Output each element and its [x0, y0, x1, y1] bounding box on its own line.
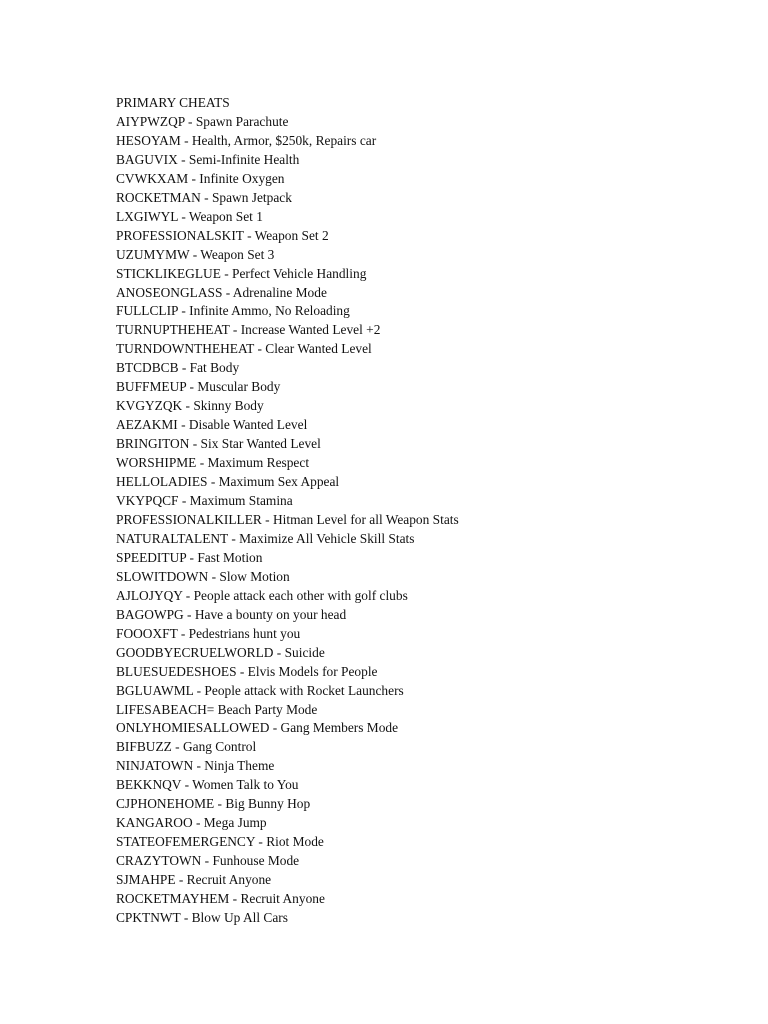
cheat-line: SLOWITDOWN - Slow Motion	[116, 568, 290, 584]
cheat-line: NINJATOWN - Ninja Theme	[116, 758, 275, 774]
cheat-line: FULLCLIP - Infinite Ammo, No Reloading	[116, 303, 350, 319]
cheat-line: BAGUVIX - Semi-Infinite Health	[116, 151, 300, 167]
cheat-line: KVGYZQK - Skinny Body	[116, 398, 264, 414]
cheat-line: SJMAHPE - Recruit Anyone	[116, 872, 272, 888]
cheat-line: BLUESUEDESHOES - Elvis Models for People	[116, 663, 378, 679]
cheat-line: CJPHONEHOME - Big Bunny Hop	[116, 796, 311, 812]
cheat-line: BUFFMEUP - Muscular Body	[116, 379, 281, 395]
cheat-line: VKYPQCF - Maximum Stamina	[116, 493, 293, 509]
cheat-line: GOODBYECRUELWORLD - Suicide	[116, 644, 325, 660]
cheat-line: BTCDBCB - Fat Body	[116, 360, 240, 376]
cheat-line: ANOSEONGLASS - Adrenaline Mode	[116, 284, 327, 300]
cheat-line: NATURALTALENT - Maximize All Vehicle Skill Stats	[116, 530, 415, 546]
cheat-line: KANGAROO - Mega Jump	[116, 815, 267, 831]
cheat-line: LXGIWYL - Weapon Set 1	[116, 208, 263, 224]
cheat-line: AEZAKMI - Disable Wanted Level	[116, 417, 308, 433]
cheat-line: BRINGITON - Six Star Wanted Level	[116, 436, 321, 452]
cheat-line: ONLYHOMIESALLOWED - Gang Members Mode	[116, 720, 399, 736]
cheat-line: UZUMYMW - Weapon Set 3	[116, 246, 275, 262]
cheat-line: AJLOJYQY - People attack each other with golf clubs	[116, 587, 408, 603]
cheat-line: TURNUPTHEHEAT - Increase Wanted Level +2	[116, 322, 381, 338]
cheat-line: PROFESSIONALSKIT - Weapon Set 2	[116, 227, 329, 243]
cheat-line: BEKKNQV - Women Talk to You	[116, 777, 299, 793]
cheat-line: HELLOLADIES - Maximum Sex Appeal	[116, 474, 340, 490]
cheat-line: TURNDOWNTHEHEAT - Clear Wanted Level	[116, 341, 372, 357]
cheat-list	[116, 113, 716, 928]
document-page	[116, 94, 716, 928]
cheat-line: BIFBUZZ - Gang Control	[116, 739, 257, 755]
cheat-line: PROFESSIONALKILLER - Hitman Level for all Weapon Stats	[116, 511, 459, 527]
cheat-line: CPKTNWT - Blow Up All Cars	[116, 909, 288, 925]
cheat-line: HESOYAM - Health, Armor, $250k, Repairs car	[116, 132, 377, 148]
cheat-line: ROCKETMAYHEM - Recruit Anyone	[116, 891, 325, 907]
cheat-line: CVWKXAM - Infinite Oxygen	[116, 170, 285, 186]
cheat-line: ROCKETMAN - Spawn Jetpack	[116, 189, 292, 205]
cheat-line: FOOOXFT - Pedestrians hunt you	[116, 625, 301, 641]
cheat-line: STATEOFEMERGENCY - Riot Mode	[116, 834, 324, 850]
cheat-line: WORSHIPME - Maximum Respect	[116, 455, 310, 471]
cheat-line: LIFESABEACH= Beach Party Mode	[116, 701, 318, 717]
cheat-line: AIYPWZQP - Spawn Parachute	[116, 113, 289, 129]
document-heading: PRIMARY CHEATS	[116, 95, 230, 110]
cheat-line: BGLUAWML - People attack with Rocket Launchers	[116, 682, 404, 698]
cheat-line: SPEEDITUP - Fast Motion	[116, 549, 263, 565]
cheat-line: CRAZYTOWN - Funhouse Mode	[116, 853, 300, 869]
cheat-line: STICKLIKEGLUE - Perfect Vehicle Handling	[116, 265, 367, 281]
cheat-line: BAGOWPG - Have a bounty on your head	[116, 606, 347, 622]
